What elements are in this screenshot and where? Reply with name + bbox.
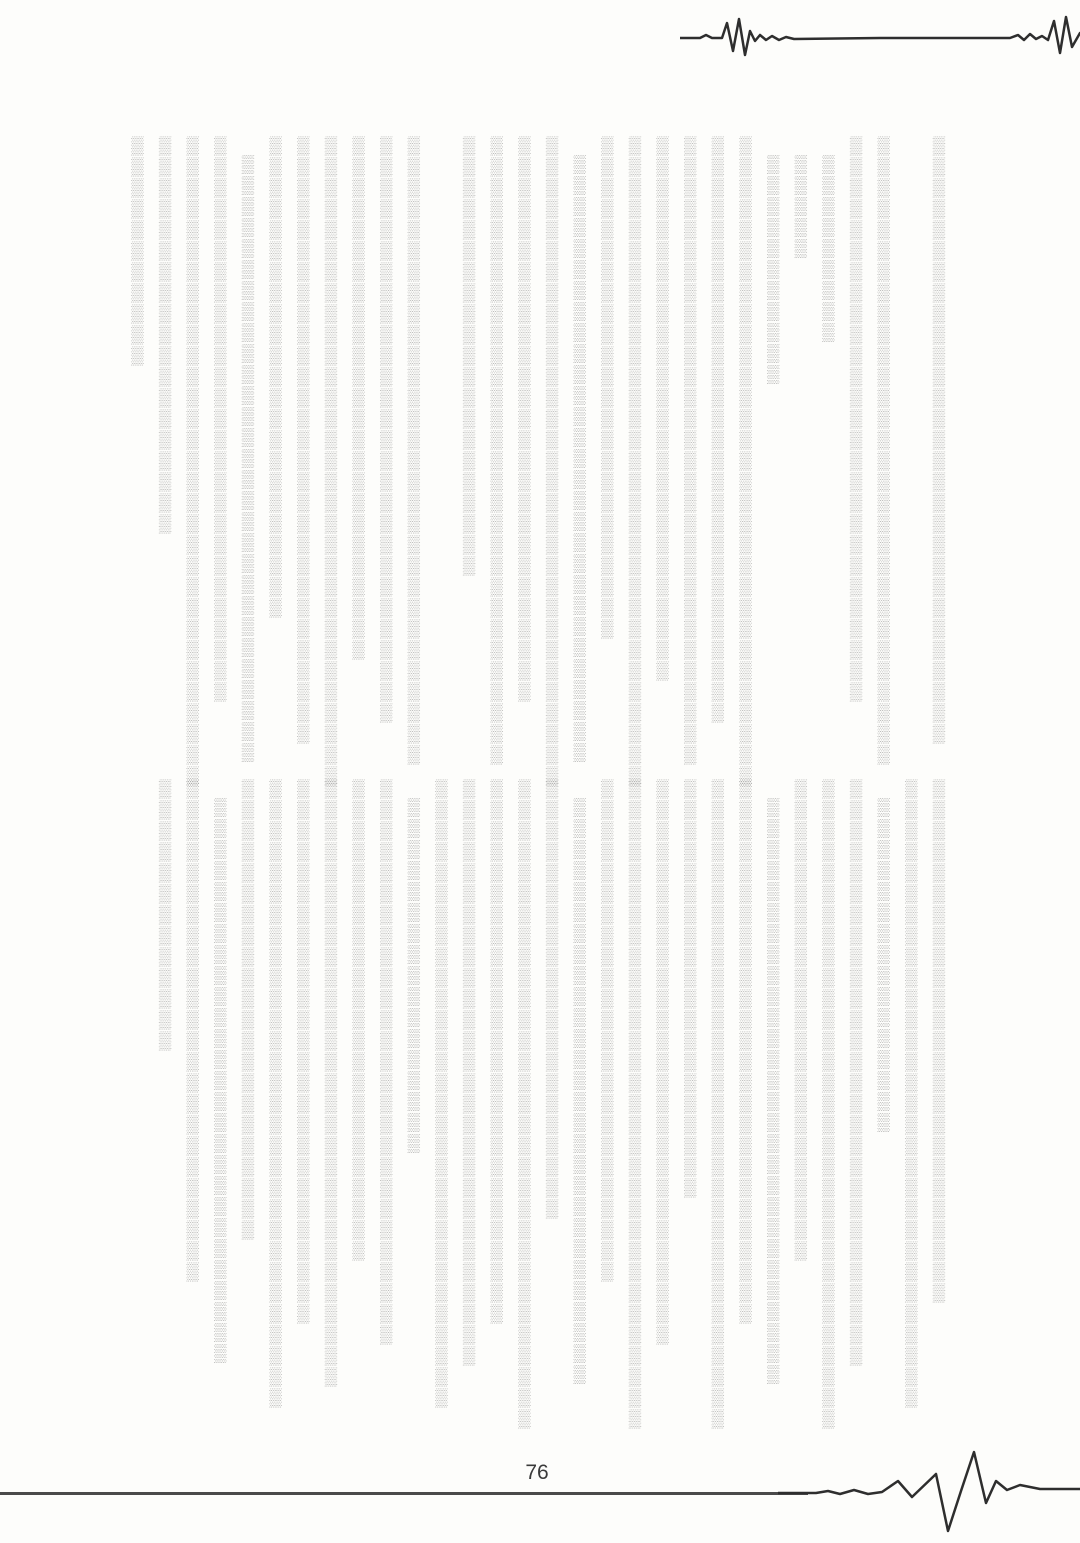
redacted-text-column: ▒▒▒▒▒▒▒▒▒▒▒▒▒▒▒▒▒▒▒▒▒▒▒▒	[182, 778, 203, 1282]
footer-rule	[0, 1492, 808, 1495]
redacted-text-column: ▒▒▒▒▒▒▒▒▒▒▒▒▒▒▒▒▒▒▒▒▒▒▒▒▒▒▒▒▒▒▒	[320, 135, 341, 786]
redacted-text-column: ▒▒▒▒▒▒▒▒▒▒▒▒▒▒▒▒▒▒▒▒▒▒▒▒▒▒▒▒▒▒	[680, 135, 701, 765]
redacted-text-column: ▒▒▒▒▒▒▒▒▒▒▒▒▒▒▒▒	[873, 778, 894, 1133]
redacted-text-column: ▒▒▒▒▒▒▒▒▒▒▒▒▒▒▒▒▒▒▒▒▒▒▒▒▒▒▒▒▒	[293, 135, 314, 744]
redacted-text-column: ▒▒▒▒▒▒▒▒▒▒▒▒▒▒▒▒▒▒▒▒▒▒▒▒▒▒	[652, 135, 673, 681]
redacted-text-column: ▒▒▒▒▒▒▒▒▒▒▒▒▒▒▒▒▒▒▒▒▒▒▒▒	[597, 778, 618, 1282]
redacted-text-column: ▒▒▒▒▒▒▒▒▒▒▒▒▒▒▒▒▒▒▒▒▒▒▒▒▒▒	[293, 778, 314, 1324]
redacted-text-column: ▒▒▒▒▒▒▒▒▒▒▒▒▒▒▒▒▒▒▒▒▒▒▒▒▒▒▒▒	[763, 778, 784, 1385]
redacted-text-column: ▒▒▒▒▒▒▒▒▒▒▒▒▒▒▒▒▒▒▒▒▒▒▒▒▒▒▒▒	[569, 778, 590, 1385]
text-block-top	[127, 135, 952, 786]
redacted-text-column: ▒▒▒▒▒▒▒▒▒▒▒▒▒▒▒▒▒▒▒▒▒▒▒▒▒▒▒▒	[846, 778, 867, 1366]
redacted-text-column: ▒▒▒▒▒▒▒▒▒▒▒▒▒▒▒▒▒▒▒▒▒▒▒▒▒▒▒▒▒▒	[431, 778, 452, 1408]
redacted-text-column: ▒▒▒▒▒▒▒▒▒▒▒▒▒▒▒▒▒▒▒▒▒▒▒▒▒▒▒▒▒▒▒	[514, 778, 535, 1429]
redacted-text-column: ▒▒▒▒▒▒▒▒▒▒▒▒▒▒▒▒▒▒▒▒▒▒▒▒▒	[348, 135, 369, 660]
redacted-text-column: ▒▒▒▒▒▒▒▒▒▒▒▒▒▒▒▒▒▒▒▒▒▒▒▒▒▒▒▒	[459, 778, 480, 1366]
redacted-text-column: ▒▒▒▒▒▒▒▒▒▒▒▒▒▒▒▒▒▒▒▒▒▒▒▒▒▒▒▒▒▒▒	[624, 778, 645, 1429]
redacted-text-column: ▒▒▒▒▒▒▒▒▒▒▒▒▒▒▒▒▒▒▒▒▒▒▒▒▒▒▒▒	[376, 135, 397, 723]
redacted-text-column: ▒▒▒▒▒▒▒▒▒▒▒▒▒▒▒▒▒▒▒▒▒▒▒▒▒▒▒▒▒	[569, 135, 590, 763]
redacted-text-column: ▒▒▒▒▒▒▒▒▒▒▒▒▒▒▒▒▒▒▒▒▒▒▒▒	[597, 135, 618, 639]
redacted-text-column: ▒▒▒▒▒▒▒▒▒▒▒▒▒▒▒▒▒▒▒▒▒▒▒▒▒▒▒▒▒	[320, 778, 341, 1387]
redacted-text-column: ▒▒▒▒▒▒▒▒▒▒▒▒▒▒▒▒▒▒▒▒▒▒▒▒▒▒▒▒▒▒▒	[818, 778, 839, 1429]
redacted-text-column: ▒▒▒▒▒▒▒▒▒▒▒▒▒▒▒▒▒▒▒▒▒▒	[237, 778, 258, 1240]
redacted-text-column: ▒▒▒▒▒▒▒▒▒▒▒▒▒▒▒▒▒▒▒▒▒▒▒▒▒▒	[735, 778, 756, 1324]
redacted-text-column: ▒▒▒▒▒▒▒▒▒▒▒▒▒▒▒▒▒▒▒▒▒▒▒▒▒▒▒▒▒▒	[265, 778, 286, 1408]
redacted-text-column: ▒▒▒▒▒▒▒▒▒▒▒▒▒▒▒▒▒▒▒▒▒▒▒▒▒▒▒▒▒▒▒	[542, 135, 563, 786]
redacted-text-column: ▒▒▒▒▒▒▒▒▒▒▒▒▒▒▒▒▒▒▒▒▒▒▒▒▒▒▒▒	[707, 135, 728, 723]
redacted-text-column: ▒▒▒▒▒▒▒▒▒▒▒▒▒▒▒▒▒▒▒▒▒▒▒▒▒▒▒▒▒▒	[873, 135, 922, 765]
redacted-text-column: ▒▒▒▒▒▒▒▒▒▒▒▒▒▒▒▒▒▒▒▒▒	[459, 135, 480, 576]
redacted-text-column: ▒▒▒▒▒▒▒▒▒▒▒▒▒▒▒▒▒▒▒▒▒▒▒	[348, 778, 369, 1261]
ekg-pulse-bottom-icon	[778, 1440, 1080, 1543]
redacted-text-column: ▒▒▒▒▒▒▒▒▒▒▒	[127, 135, 148, 366]
redacted-text-column: ▒▒▒▒▒▒▒▒▒▒▒▒▒▒▒▒▒▒▒▒▒▒▒▒▒▒▒	[514, 135, 535, 702]
redacted-text-column: ▒▒▒▒▒▒▒▒▒▒▒▒▒▒▒▒▒▒▒▒▒▒▒▒▒▒▒▒▒▒	[901, 778, 922, 1408]
redacted-text-column: ▒▒▒▒▒▒▒▒▒▒▒▒▒▒▒▒▒▒▒▒▒▒▒▒▒▒	[486, 778, 507, 1324]
redacted-text-column: ▒▒▒▒▒▒▒▒▒▒▒▒▒▒▒▒▒▒▒▒▒▒▒▒▒▒▒▒▒▒	[403, 135, 452, 765]
redacted-text-column: ▒▒▒▒▒▒▒▒▒▒▒▒▒▒▒▒▒▒▒▒▒▒▒▒▒	[929, 778, 949, 1303]
page-number: 76	[525, 1461, 549, 1484]
redacted-text-column: ▒▒▒▒▒▒▒▒▒▒▒▒▒▒▒▒▒▒▒▒▒▒▒▒▒▒▒▒▒▒▒	[182, 135, 203, 786]
redacted-text-column: ▒▒▒▒▒▒▒▒▒▒▒▒▒▒▒▒▒▒▒▒▒▒▒▒▒▒▒	[210, 778, 231, 1364]
redacted-text-column: ▒▒▒▒▒▒▒▒▒▒▒▒▒▒▒▒▒▒▒▒▒	[542, 778, 563, 1219]
redacted-text-column: ▒▒▒▒▒▒▒▒▒	[818, 135, 839, 343]
redacted-text-column: ▒▒▒▒▒▒▒▒▒▒▒▒▒▒▒▒▒▒▒▒▒▒▒	[790, 778, 811, 1261]
redacted-text-column: ▒▒▒▒▒▒▒▒▒▒▒▒▒▒▒▒▒▒▒▒▒▒▒▒▒▒▒▒▒▒▒	[735, 135, 756, 786]
redacted-text-column: ▒▒▒▒▒▒▒▒▒▒▒▒▒▒▒▒▒▒▒▒▒▒▒▒▒▒▒	[376, 778, 397, 1345]
ekg-pulse-top-icon	[680, 12, 1080, 64]
redacted-text-column: ▒▒▒▒▒▒▒▒▒▒▒▒▒▒▒▒▒▒▒▒▒▒▒▒▒▒▒▒▒	[237, 135, 258, 763]
redacted-text-column: ▒▒▒▒▒▒▒▒▒▒▒	[763, 135, 784, 385]
redacted-text-column: ▒▒▒▒▒▒▒▒▒▒▒▒▒▒▒▒▒▒▒▒	[680, 778, 701, 1198]
redacted-text-column: ▒▒▒▒▒▒▒▒▒▒▒▒▒▒▒▒▒▒▒▒▒▒▒▒▒▒▒▒▒▒▒	[707, 778, 728, 1429]
redacted-text-column: ▒▒▒▒▒▒▒▒▒▒▒▒▒	[155, 778, 176, 1051]
redacted-text-column: ▒▒▒▒▒▒▒▒▒▒▒▒▒▒▒▒▒▒▒▒▒▒▒▒▒▒▒▒▒	[929, 135, 949, 744]
redacted-text-column: ▒▒▒▒▒▒▒▒▒▒▒▒▒▒▒▒▒▒▒▒▒▒▒▒▒▒▒▒▒▒▒	[624, 135, 645, 786]
redacted-text-column: ▒▒▒▒▒▒▒▒▒▒▒▒▒▒▒▒▒▒▒	[155, 135, 176, 534]
redacted-text-column: ▒▒▒▒▒▒▒▒▒▒▒▒▒▒▒▒▒▒▒▒▒▒▒	[265, 135, 286, 618]
redacted-text-column: ▒▒▒▒▒▒▒▒▒▒▒▒▒▒▒▒▒	[403, 778, 424, 1154]
redacted-text-column: ▒▒▒▒▒▒▒▒▒▒▒▒▒▒▒▒▒▒▒▒▒▒▒▒▒▒▒	[846, 135, 867, 702]
redacted-text-column: ▒▒▒▒▒▒▒▒▒▒▒▒▒▒▒▒▒▒▒▒▒▒▒▒▒▒▒	[652, 778, 673, 1345]
redacted-text-column: ▒▒▒▒▒	[790, 135, 811, 259]
redacted-text-column: ▒▒▒▒▒▒▒▒▒▒▒▒▒▒▒▒▒▒▒▒▒▒▒▒▒▒▒	[210, 135, 231, 702]
redacted-text-column: ▒▒▒▒▒▒▒▒▒▒▒▒▒▒▒▒▒▒▒▒▒▒▒▒▒▒▒▒▒▒	[486, 135, 507, 765]
text-block-bottom	[114, 778, 952, 1429]
